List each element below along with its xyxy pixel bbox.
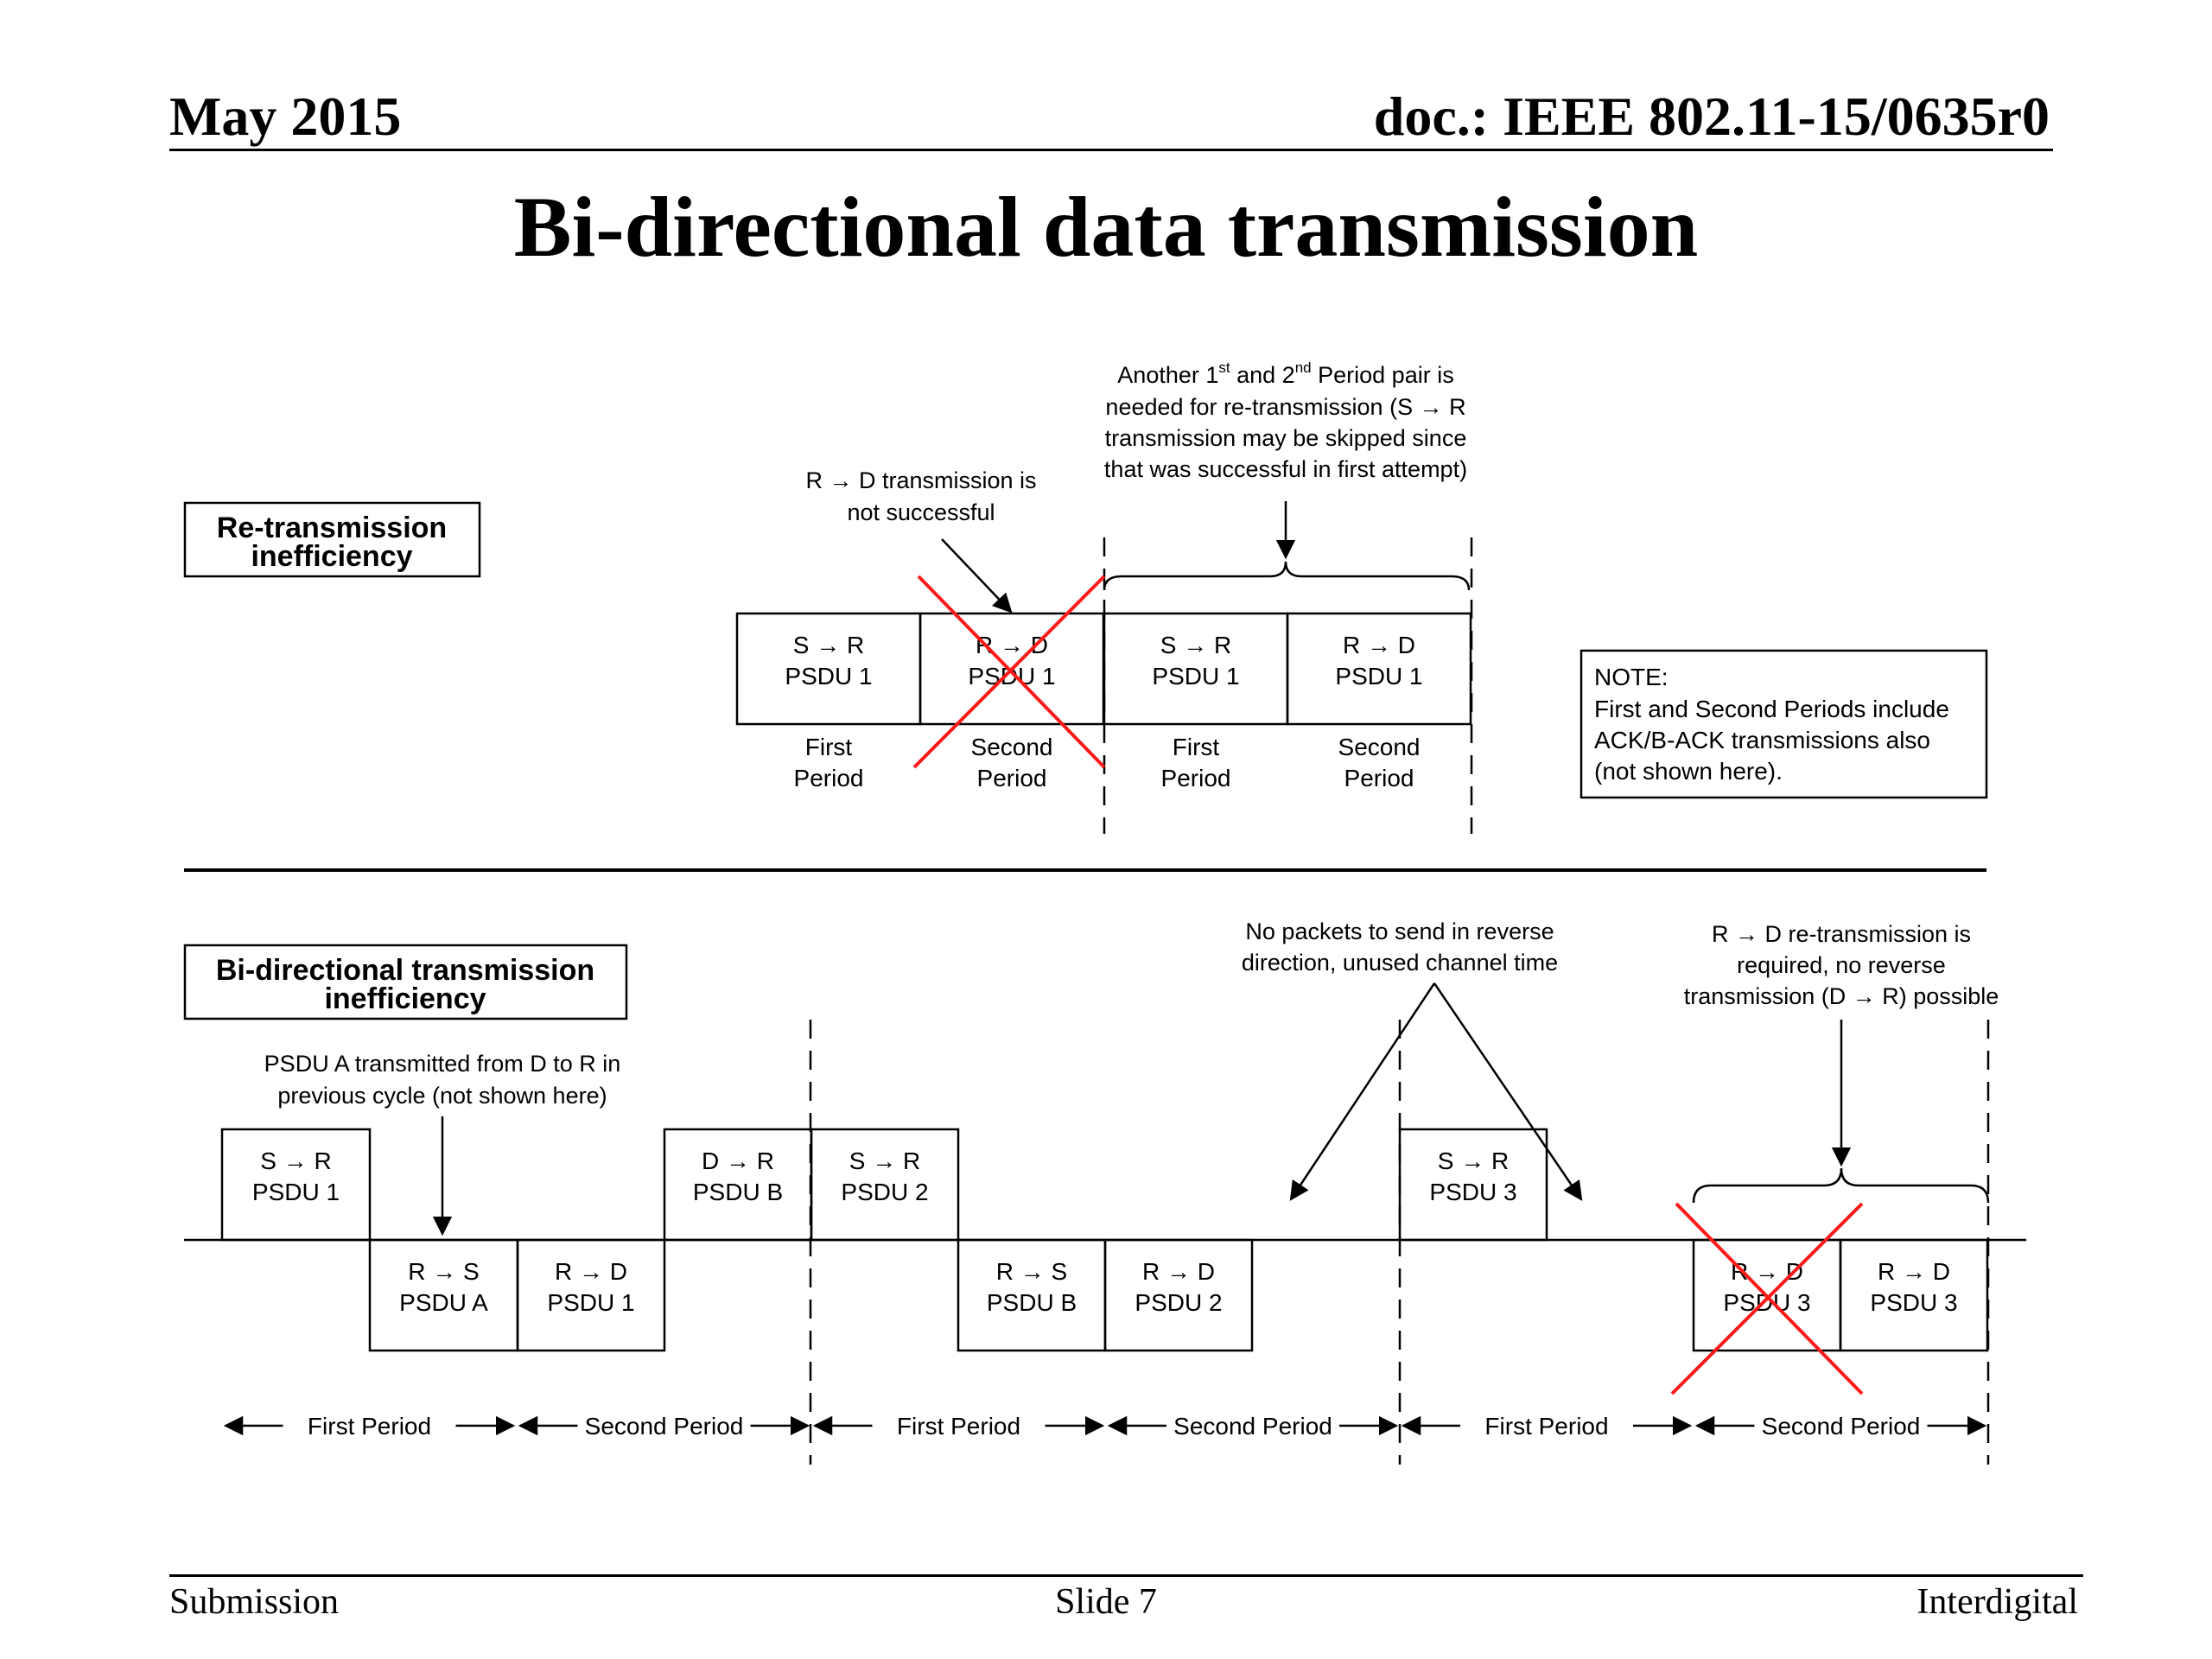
bidirectional-label-line2: inefficiency bbox=[324, 982, 486, 1015]
bottom-frame-direction: R → D bbox=[1142, 1258, 1215, 1285]
note-line4: (not shown here). bbox=[1594, 758, 1783, 785]
failed-annotation-line2: not successful bbox=[847, 499, 995, 525]
retransmission-label-line1: Re-transmission bbox=[216, 511, 448, 544]
period-label: Second Period bbox=[1761, 1413, 1921, 1440]
footer-slide-number: Slide 7 bbox=[1055, 1582, 1157, 1622]
footer-submission: Submission bbox=[169, 1582, 340, 1622]
bottom-frame-direction: R → S bbox=[408, 1258, 480, 1285]
bottom-frame-direction: R → D bbox=[555, 1258, 627, 1285]
retx-brace bbox=[1104, 562, 1469, 590]
top-frame-psdu: PSDU 1 bbox=[1152, 663, 1240, 690]
psdu-a-annotation-line2: previous cycle (not shown here) bbox=[277, 1083, 607, 1109]
footer-rule bbox=[169, 1574, 2083, 1577]
top-frame-direction: S → R bbox=[792, 632, 865, 658]
bottom-frame-direction: R → S bbox=[995, 1258, 1068, 1285]
bottom-frame-psdu: PSDU 1 bbox=[547, 1289, 635, 1316]
note-line1: NOTE: bbox=[1594, 664, 1669, 690]
footer-company: Interdigital bbox=[1916, 1582, 2078, 1622]
top-frame-psdu: PSDU 1 bbox=[785, 663, 873, 690]
retransmission-label-line2: inefficiency bbox=[251, 539, 413, 573]
bottom-frame-psdu: PSDU B bbox=[692, 1179, 784, 1205]
period-label: First Period bbox=[1484, 1413, 1609, 1440]
unused-arrow-left bbox=[1291, 983, 1434, 1199]
bottom-frame-psdu: PSDU 3 bbox=[1723, 1289, 1811, 1316]
period-arrows bbox=[226, 1408, 1985, 1443]
bidirectional-label-line1: Bi-directional transmission bbox=[215, 953, 595, 987]
bottom-retx-annotation-line2: required, no reverse bbox=[1737, 952, 1946, 978]
bidirectional-section bbox=[184, 918, 2026, 1465]
bottom-frame-psdu: PSDU 2 bbox=[1135, 1289, 1223, 1316]
top-frame-direction: S → R bbox=[1160, 632, 1232, 658]
bottom-retx-annotation-line1: R → D re-transmission is bbox=[1711, 921, 1972, 947]
bottom-frame-direction: S → R bbox=[260, 1147, 332, 1174]
slide-date: May 2015 bbox=[169, 86, 402, 147]
bottom-frame-direction: S → R bbox=[849, 1147, 921, 1174]
note-line3: ACK/B-ACK transmissions also bbox=[1594, 727, 1931, 753]
retx-annotation-line1: Another 1st and 2nd Period pair is bbox=[1117, 359, 1454, 388]
top-period-label-line2: Period bbox=[1160, 765, 1231, 791]
bottom-frame-direction: R → D bbox=[1878, 1258, 1950, 1285]
period-label: Second Period bbox=[1173, 1413, 1332, 1440]
bottom-frame-direction: S → R bbox=[1437, 1147, 1510, 1174]
bottom-retx-annotation-line3: transmission (D → R) possible bbox=[1683, 983, 1999, 1009]
failed-annotation-line1: R → D transmission is bbox=[805, 467, 1037, 493]
retx-annotation-line3: transmission may be skipped since bbox=[1104, 425, 1467, 451]
top-frame-psdu: PSDU 1 bbox=[1335, 663, 1423, 690]
note-line2: First and Second Periods include bbox=[1594, 696, 1949, 722]
bottom-retx-brace bbox=[1694, 1168, 1988, 1203]
top-period-label-line1: Second bbox=[970, 734, 1053, 760]
unused-annotation-line2: direction, unused channel time bbox=[1241, 950, 1559, 976]
bottom-frames bbox=[222, 1129, 1987, 1351]
period-label: First Period bbox=[896, 1413, 1021, 1440]
top-period-label-line2: Period bbox=[976, 765, 1047, 791]
psdu-a-annotation-line1: PSDU A transmitted from D to R in bbox=[264, 1051, 621, 1077]
top-frame-direction: R → D bbox=[976, 632, 1048, 658]
top-period-label-line1: First bbox=[804, 734, 853, 760]
retransmission-section bbox=[185, 359, 1986, 834]
bottom-frame-psdu: PSDU B bbox=[986, 1289, 1077, 1316]
top-period-label-line2: Period bbox=[1344, 765, 1414, 791]
top-frame-direction: R → D bbox=[1343, 632, 1415, 658]
period-label: Second Period bbox=[584, 1413, 744, 1440]
bottom-frame-psdu: PSDU 1 bbox=[251, 1179, 340, 1205]
retx-annotation-line4: that was successful in first attempt) bbox=[1103, 456, 1468, 482]
bottom-frame-psdu: PSDU 2 bbox=[841, 1179, 929, 1205]
bottom-frame-direction: R → D bbox=[1731, 1258, 1803, 1285]
document-id: doc.: IEEE 802.11-15/0635r0 bbox=[1373, 86, 2050, 147]
period-label: First Period bbox=[307, 1413, 432, 1440]
top-period-label-line2: Period bbox=[793, 765, 864, 791]
bottom-frame-psdu: PSDU 3 bbox=[1429, 1179, 1517, 1205]
failed-annotation-arrow bbox=[942, 539, 1011, 612]
top-frame-psdu: PSDU 1 bbox=[968, 663, 1056, 690]
top-period-label-line1: First bbox=[1172, 734, 1220, 760]
slide-title: Bi-directional data transmission bbox=[513, 179, 1699, 275]
bottom-frame-psdu: PSDU A bbox=[399, 1289, 488, 1316]
unused-annotation-line1: No packets to send in reverse bbox=[1245, 918, 1554, 944]
bottom-frame-psdu: PSDU 3 bbox=[1870, 1289, 1958, 1316]
bottom-frame-direction: D → R bbox=[702, 1147, 774, 1174]
retx-annotation-line2: needed for re-transmission (S → R bbox=[1105, 394, 1466, 420]
top-period-label-line1: Second bbox=[1338, 734, 1421, 760]
